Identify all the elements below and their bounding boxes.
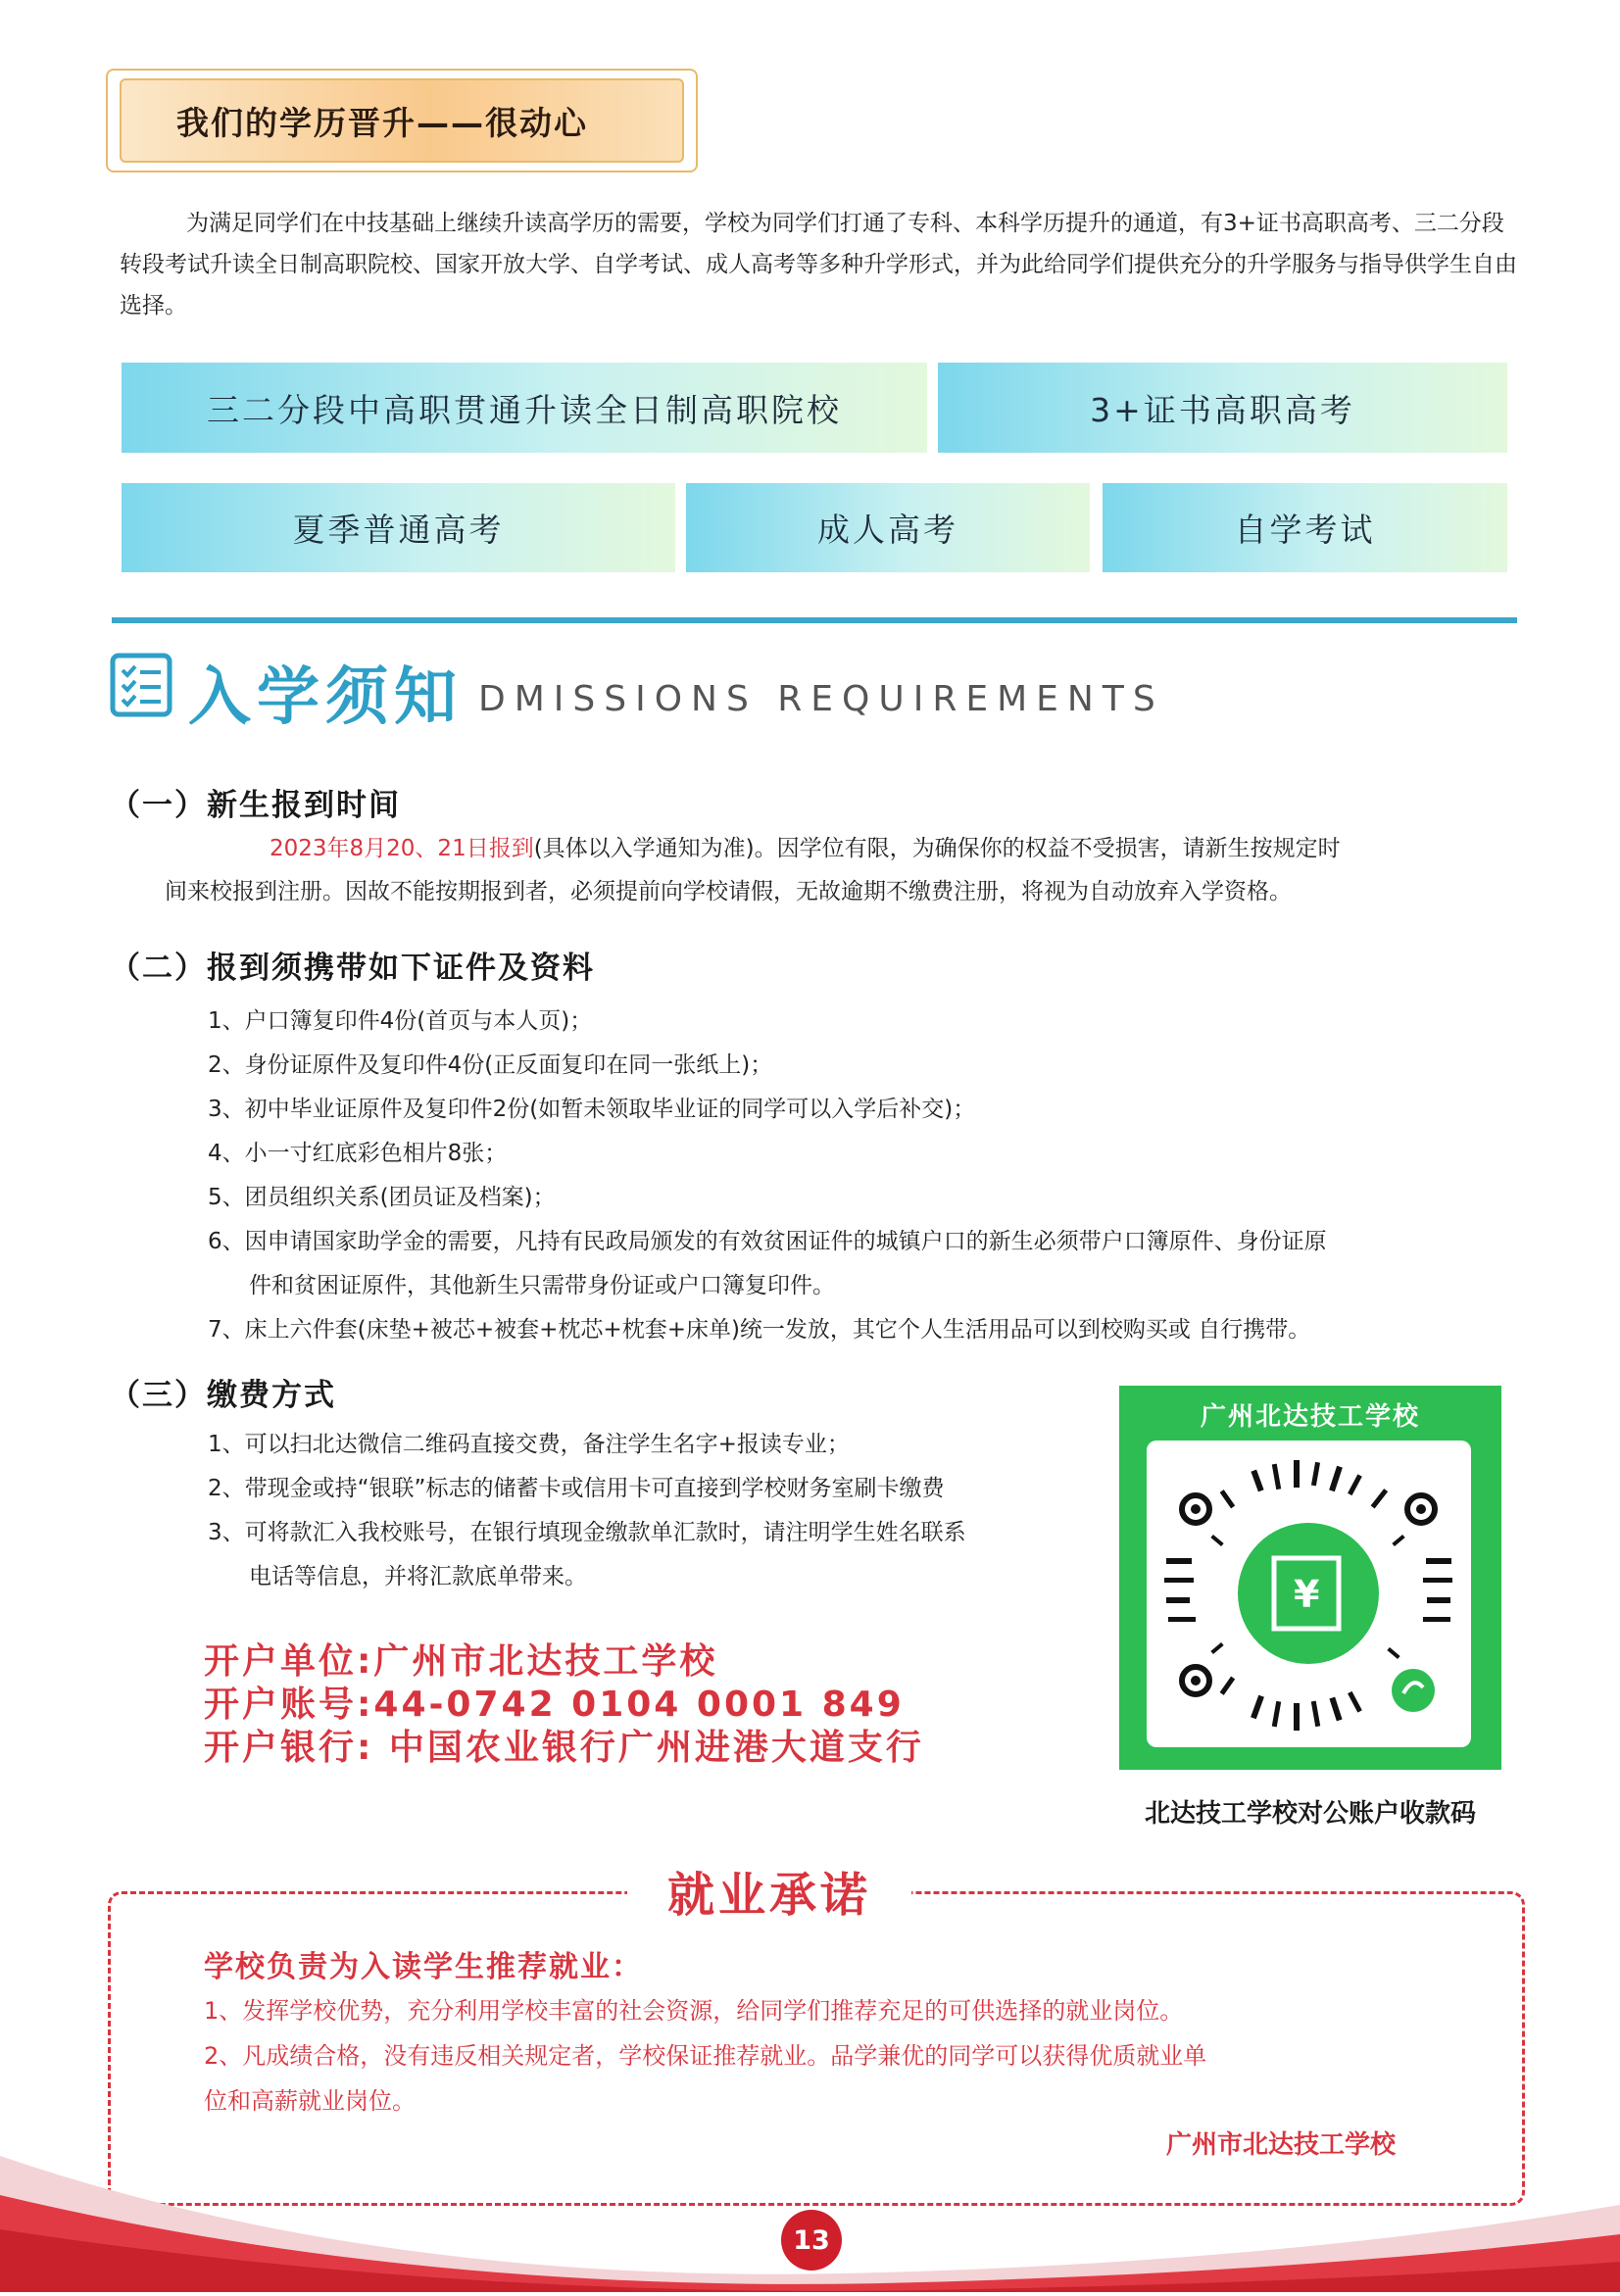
section1-title: （一）新生报到时间 [110,788,401,823]
list-item: 3、可将款汇入我校账号，在银行填现金缴款单汇款时，请注明学生姓名联系 [208,1520,966,1545]
list-item: 1、户口簿复印件4份(首页与本人页)； [208,1008,593,1034]
intro-paragraph: 为满足同学们在中技基础上继续升读高学历的需要，学校为同学们打通了专科、本科学历提升的通道，有3+证书高职高考、三二分段转段考试升读全日制高职院校、国家开放大学、自学考试、成人高考等多种升学形式，并为此给同学们提供充分的升学服务与指导供学生自由选择。 [120,211,1517,318]
list-item: 2、带现金或持“银联”标志的储蓄卡或信用卡可直接到学校财务室刷卡缴费 [208,1476,945,1501]
list-item: 件和贫困证原件，其他新生只需带身份证或户口簿复印件。 [249,1273,835,1298]
report-date: 2023年8月20、21日报到 [270,836,534,861]
list-item: 3、初中毕业证原件及复印件2份(如暂未领取毕业证的同学可以入学后补交)； [208,1097,976,1122]
path-pill-5: 自学考试 [1103,483,1507,572]
list-item: 5、团员组织关系(团员证及档案)； [208,1185,556,1210]
svg-text:¥: ¥ [1294,1573,1320,1616]
employment-subtitle: 学校负责为入读学生推荐就业： [204,1950,643,1984]
section2-title: （二）报到须携带如下证件及资料 [110,951,595,986]
employment-title: 就业承诺 [666,1868,871,1923]
path-pill-4: 成人高考 [686,483,1090,572]
section1-line2: 间来校报到注册。因故不能按期报到者，必须提前向学校请假，无故逾期不缴费注册，将视为自动放弃入学资格。 [165,879,1292,904]
list-item: 1、可以扫北达微信二维码直接交费，备注学生名字+报读专业； [208,1432,850,1457]
section3-title: （三）缴费方式 [110,1378,336,1413]
path-pill-1: 三二分段中高职贯通升读全日制高职院校 [122,363,927,453]
account-unit: 开户单位:广州市北达技工学校 [204,1641,718,1682]
list-item: 7、床上六件套(床垫+被芯+被套+枕芯+枕套+床单)统一发放，其它个人生活用品可以到校购买或 自行携带。 [208,1317,1311,1343]
section1-line1: 2023年8月20、21日报到(具体以入学通知为准)。因学位有限，为确保你的权益不受损害，请新生按规定时 [270,836,1341,861]
admissions-title-cn: 入学须知 [188,661,463,734]
path-pill-2: 3+证书高职高考 [938,363,1507,453]
employment-item-1: 1、发挥学校优势，充分利用学校丰富的社会资源，给同学们推荐充足的可供选择的就业岗位。 [204,1997,1184,2025]
qr-title: 广州北达技工学校 [1200,1402,1420,1432]
page-number: 13 [781,2210,842,2271]
qr-code-icon[interactable] [1156,1450,1461,1741]
banner-title: 我们的学历晋升——很动心 [176,104,588,142]
section-divider [112,617,1517,623]
path-pill-3: 夏季普通高考 [122,483,675,572]
checklist-icon [110,653,172,721]
list-item: 6、因申请国家助学金的需要，凡持有民政局颁发的有效贫困证件的城镇户口的新生必须带户口簿原件、身份证原 [208,1229,1327,1254]
employment-item-2b: 位和高薪就业岗位。 [204,2087,416,2115]
employment-item-2a: 2、凡成绩合格，没有违反相关规定者，学校保证推荐就业。品学兼优的同学可以获得优质就业单 [204,2042,1207,2070]
admissions-title-en: DMISSIONS REQUIREMENTS [478,679,1164,719]
account-bank: 开户银行: 中国农业银行广州进港大道支行 [204,1728,924,1768]
qr-caption: 北达技工学校对公账户收款码 [1144,1799,1476,1829]
employment-signature: 广州市北达技工学校 [1166,2130,1397,2160]
list-item: 2、身份证原件及复印件4份(正反面复印在同一张纸上)； [208,1052,773,1078]
list-item: 4、小一寸红底彩色相片8张； [208,1141,508,1166]
list-item: 电话等信息，并将汇款底单带来。 [249,1564,587,1589]
account-number: 开户账号:44-0742 0104 0001 849 [204,1685,905,1725]
